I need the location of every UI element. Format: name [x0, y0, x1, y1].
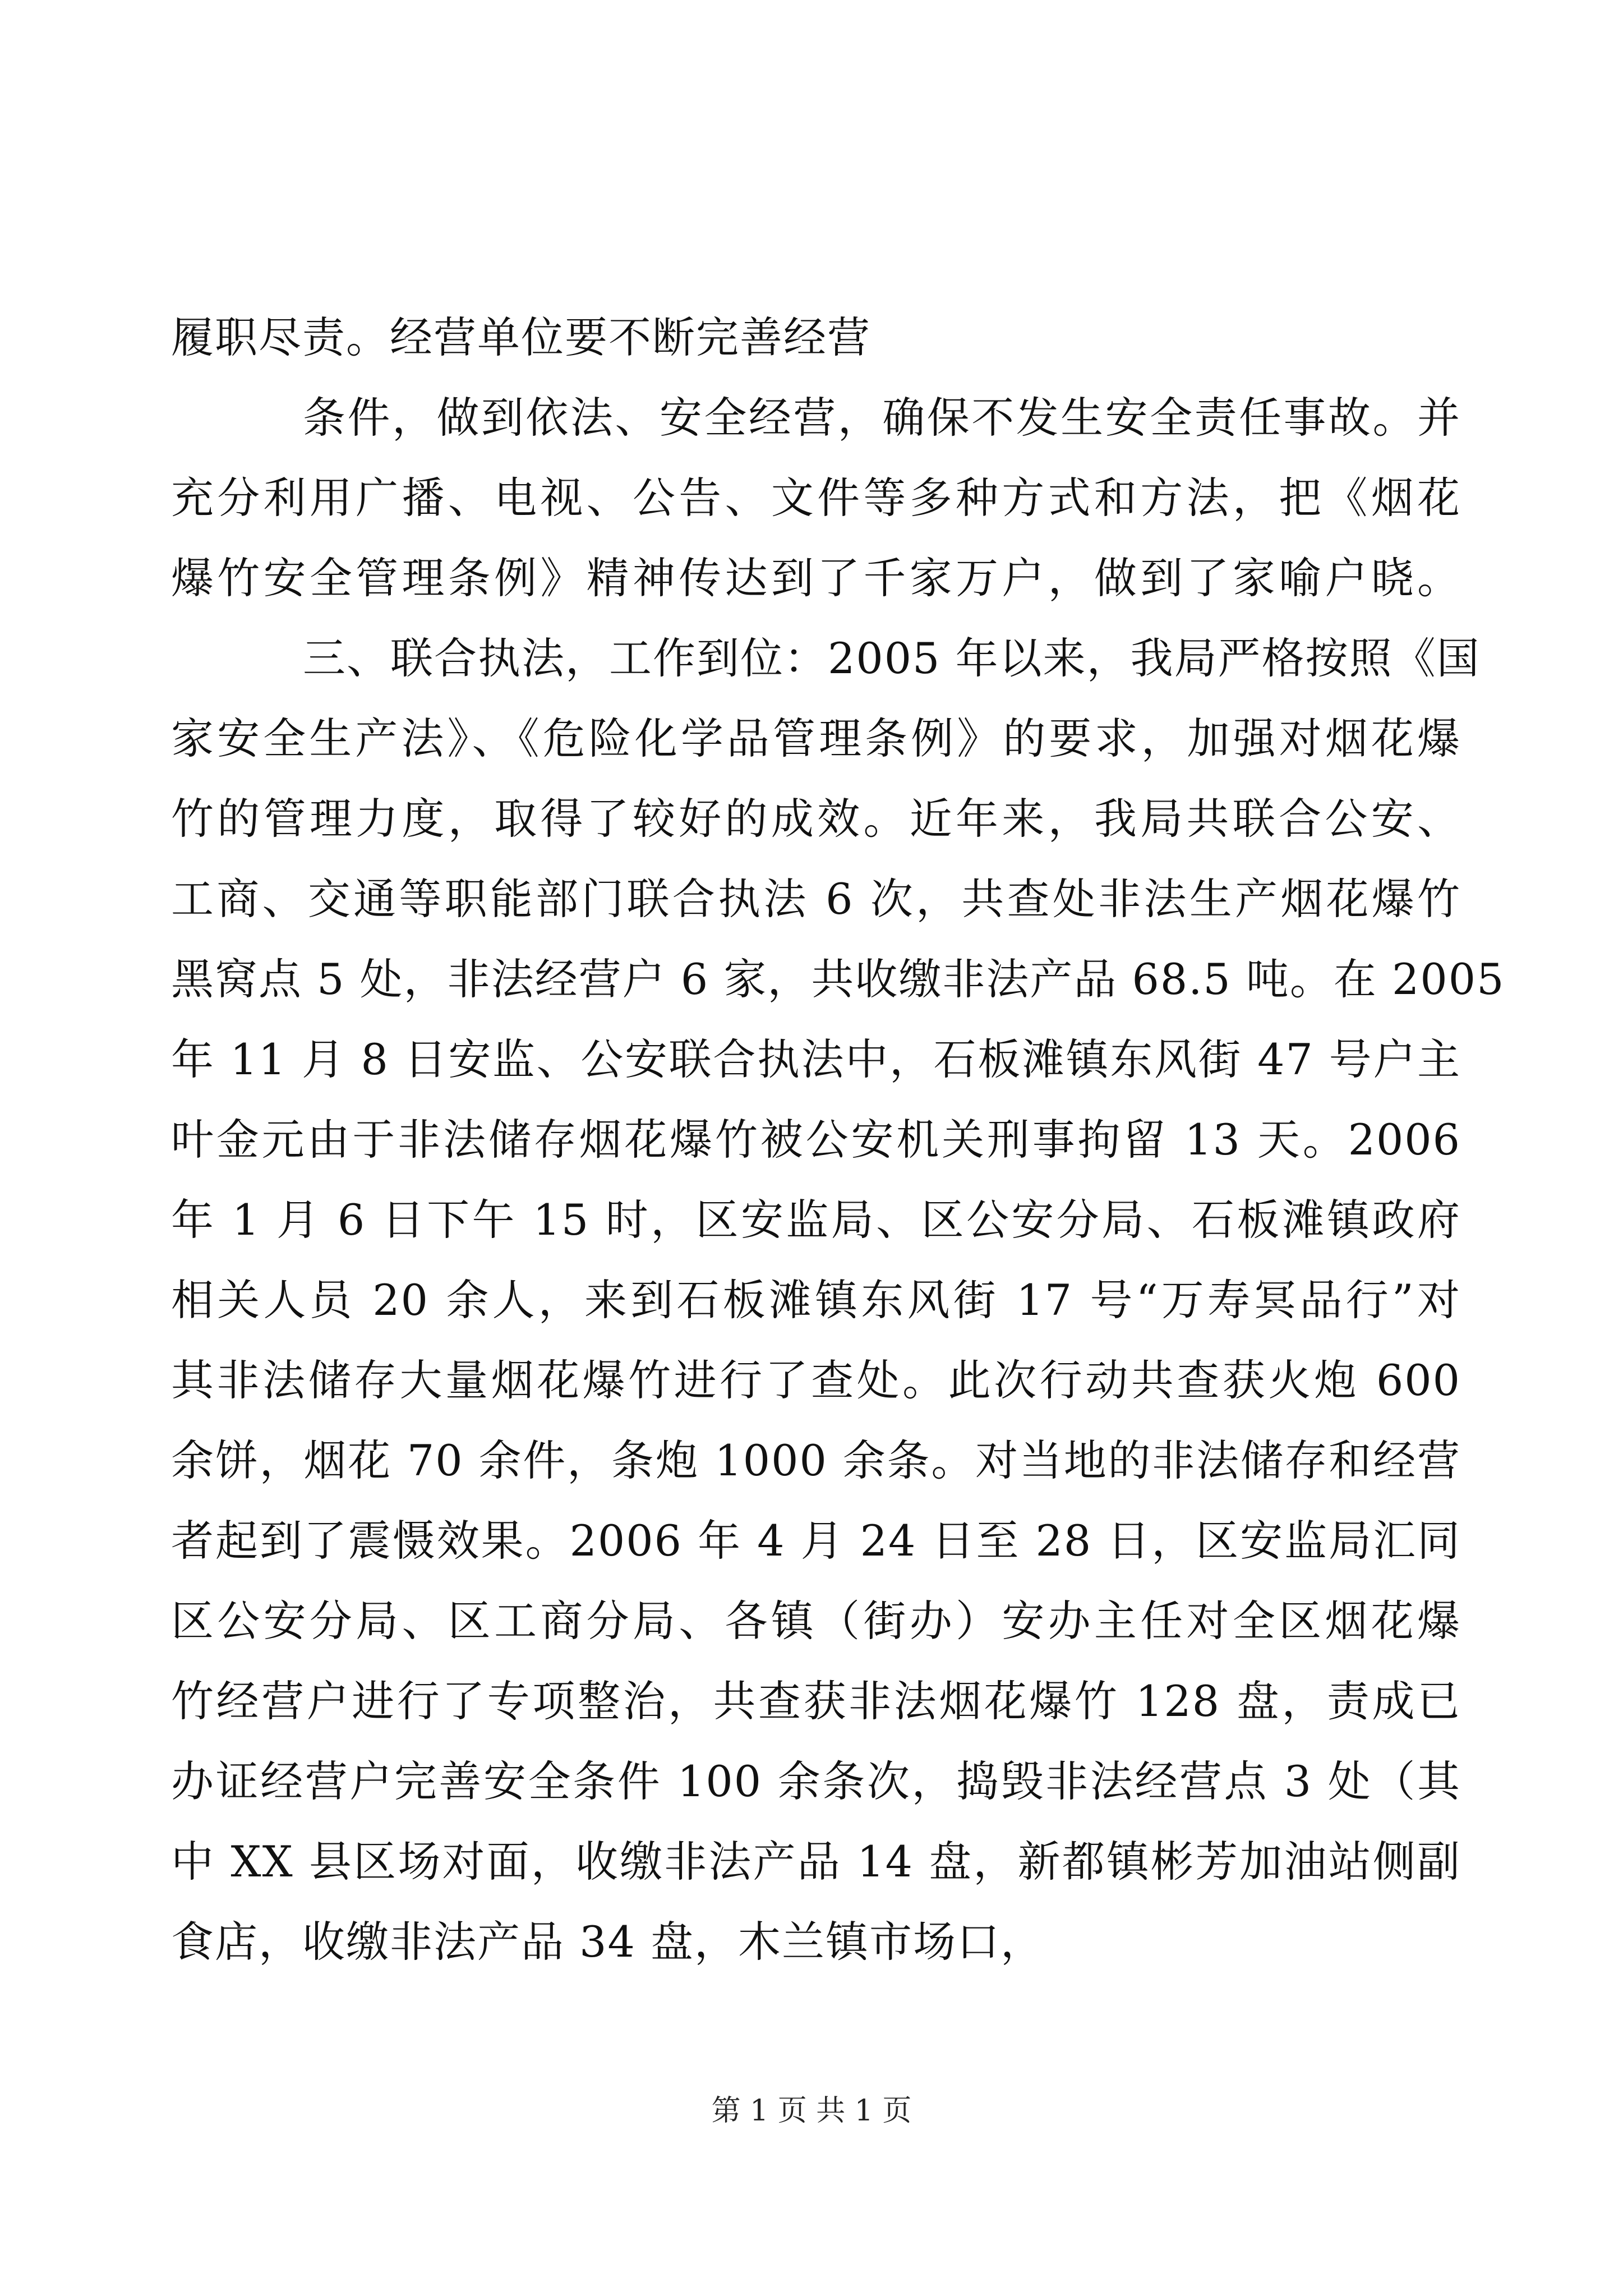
text-line-14: 其非法储存大量烟花爆竹进行了查处。此次行动共查获火炮 600: [171, 1355, 1461, 1405]
text-line-1: 履职尽责。经营单位要不断完善经营: [171, 312, 871, 362]
text-line-11: 叶金元由于非法储存烟花爆竹被公安机关刑事拘留 13 天。2006: [171, 1115, 1461, 1165]
text-line-21: 食店，收缴非法产品 34 盘，木兰镇市场口，: [171, 1917, 1045, 1967]
text-line-12: 年 1 月 6 日下午 15 时，区安监局、区公安分局、石板滩镇政府: [171, 1195, 1461, 1245]
text-line-6: 家安全生产法》、《危险化学品管理条例》的要求，加强对烟花爆: [171, 714, 1461, 763]
text-line-10: 年 11 月 8 日安监、公安联合执法中，石板滩镇东风街 47 号户主: [171, 1034, 1461, 1084]
text-line-17: 区公安分局、区工商分局、各镇（街办）安办主任对全区烟花爆: [171, 1596, 1461, 1646]
text-line-5: 三、联合执法，工作到位：2005 年以来，我局严格按照《国: [303, 633, 1481, 683]
text-line-13: 相关人员 20 余人，来到石板滩镇东风街 17 号“万寿冥品行”对: [171, 1275, 1461, 1325]
text-line-15: 余饼，烟花 70 余件，条炮 1000 余条。对当地的非法储存和经营: [171, 1435, 1461, 1485]
text-line-16: 者起到了震慑效果。2006 年 4 月 24 日至 28 日，区安监局汇同: [171, 1516, 1461, 1566]
text-line-18: 竹经营户进行了专项整治，共查获非法烟花爆竹 128 盘，责成已: [171, 1676, 1461, 1726]
text-line-8: 工商、交通等职能部门联合执法 6 次，共查处非法生产烟花爆竹: [171, 874, 1461, 924]
text-line-19: 办证经营户完善安全条件 100 余条次，捣毁非法经营点 3 处（其: [171, 1756, 1461, 1806]
text-line-9: 黑窝点 5 处，非法经营户 6 家，共收缴非法产品 68.5 吨。在 2005: [171, 954, 1505, 1004]
page-number-footer: 第 1 页 共 1 页: [711, 2094, 912, 2128]
text-line-3: 充分利用广播、电视、公告、文件等多种方式和方法，把《烟花: [171, 473, 1461, 523]
text-line-20: 中 XX 县区场对面，收缴非法产品 14 盘，新都镇彬芳加油站侧副: [171, 1837, 1461, 1887]
text-line-4: 爆竹安全管理条例》精神传达到了千家万户，做到了家喻户晓。: [171, 553, 1461, 603]
text-line-7: 竹的管理力度，取得了较好的成效。近年来，我局共联合公安、: [171, 794, 1461, 844]
text-line-2: 条件，做到依法、安全经营，确保不发生安全责任事故。并: [303, 393, 1461, 443]
